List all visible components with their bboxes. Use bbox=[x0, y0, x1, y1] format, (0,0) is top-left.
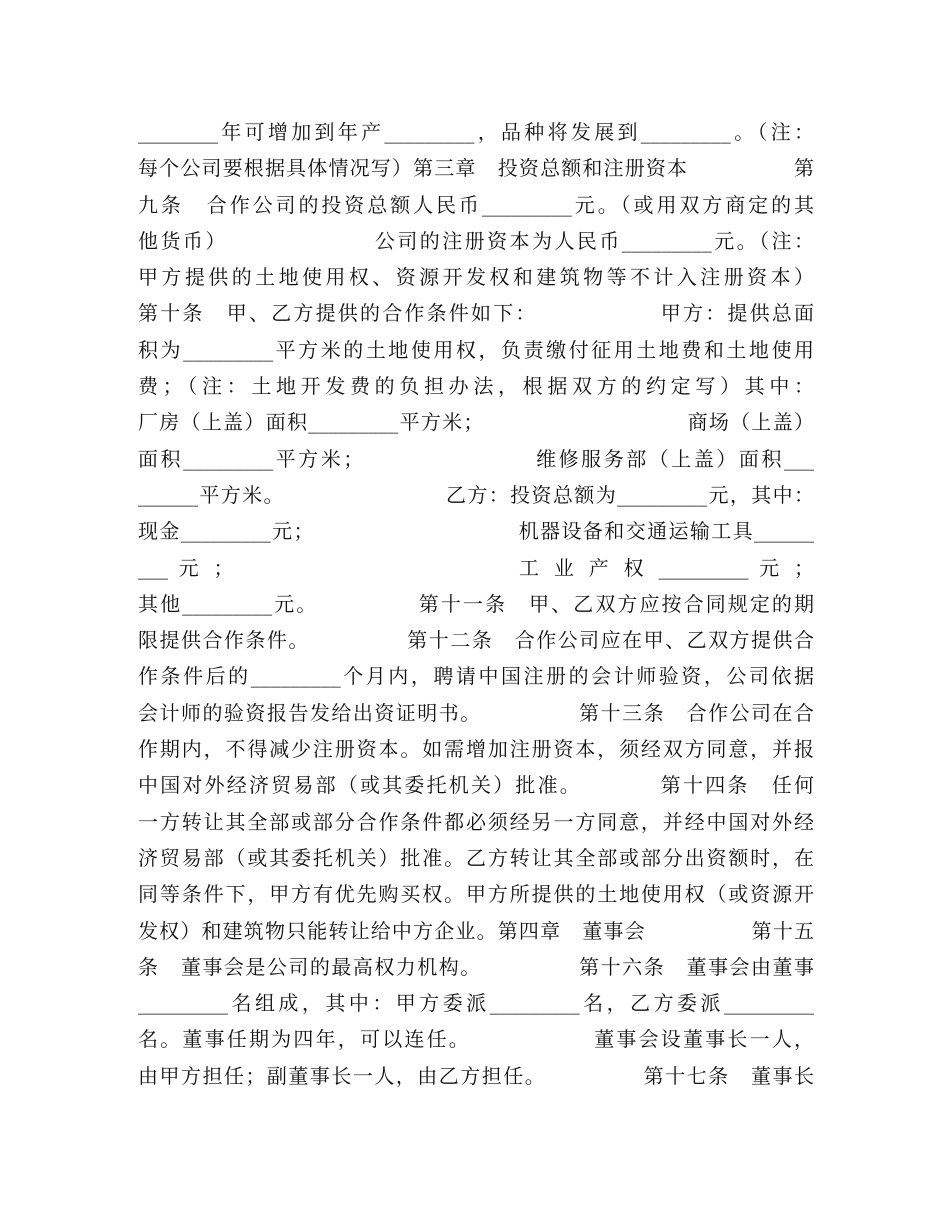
text-line-8: 费；（注：土地开发费的负担办法，根据双方的约定写）其中： bbox=[138, 374, 814, 399]
text-line-7: 积为_________平方米的土地使用权，负责缴付征用土地费和土地使用 bbox=[138, 337, 814, 362]
text-line-19: 中国对外经济贸易部（或其委托机关）批准。 第十四条 任何 bbox=[138, 773, 814, 798]
text-line-13: ___ 元 ； 工 业 产 权 _________ 元 ； bbox=[138, 555, 814, 580]
text-line-21: 济贸易部（或其委托机关）批准。乙方转让其全部或部分出资额时，在 bbox=[138, 845, 814, 870]
text-line-18: 作期内，不得减少注册资本。如需增加注册资本，须经双方同意，并报 bbox=[138, 737, 814, 762]
text-line-25: _________名组成，其中：甲方委派_________名，乙方委派_________ bbox=[138, 991, 814, 1016]
text-line-22: 同等条件下，甲方有优先购买权。甲方所提供的土地使用权（或资源开 bbox=[138, 882, 814, 907]
text-line-20: 一方转让其全部或部分合作条件都必须经另一方同意，并经中国对外经 bbox=[138, 809, 814, 834]
text-line-16: 作条件后的_________个月内，聘请中国注册的会计师验资，公司依据 bbox=[138, 664, 814, 689]
text-line-24: 条 董事会是公司的最高权力机构。 第十六条 董事会由董事 bbox=[138, 954, 814, 979]
text-line-26: 名。董事任期为四年，可以连任。 董事会设董事长一人， bbox=[138, 1027, 814, 1052]
text-line-3: 九条 合作公司的投资总额人民币_________元。（或用双方商定的其 bbox=[138, 192, 814, 217]
contract-body-text bbox=[138, 114, 814, 1094]
text-line-12: 现金_________元； 机器设备和交通运输工具______ bbox=[138, 519, 814, 544]
text-line-5: 甲方提供的土地使用权、资源开发权和建筑物等不计入注册资本） bbox=[138, 265, 814, 290]
text-line-14: 其他_________元。 第十一条 甲、乙双方应按合同规定的期 bbox=[138, 591, 814, 616]
text-line-4: 他货币） 公司的注册资本为人民币_________元。（注： bbox=[138, 228, 814, 253]
text-line-2: 每个公司要根据具体情况写）第三章 投资总额和注册资本 第 bbox=[138, 156, 814, 181]
text-line-6: 第十条 甲、乙方提供的合作条件如下： 甲方：提供总面 bbox=[138, 301, 814, 326]
text-line-10: 面积_________平方米； 维修服务部（上盖）面积___ bbox=[138, 446, 814, 471]
text-line-11: ______平方米。 乙方：投资总额为_________元，其中： bbox=[138, 482, 814, 507]
text-line-17: 会计师的验资报告发给出资证明书。 第十三条 合作公司在合 bbox=[138, 700, 814, 725]
text-line-15: 限提供合作条件。 第十二条 合作公司应在甲、乙双方提供合 bbox=[138, 628, 814, 653]
text-line-27: 由甲方担任；副董事长一人，由乙方担任。 第十七条 董事长 bbox=[138, 1063, 814, 1088]
text-line-23: 发权）和建筑物只能转让给中方企业。第四章 董事会 第十五 bbox=[138, 918, 814, 943]
text-line-1: ________年可增加到年产_________，品种将发展到_________。（注： bbox=[138, 120, 814, 144]
text-line-9: 厂房（上盖）面积_________平方米； 商场（上盖） bbox=[138, 410, 814, 435]
